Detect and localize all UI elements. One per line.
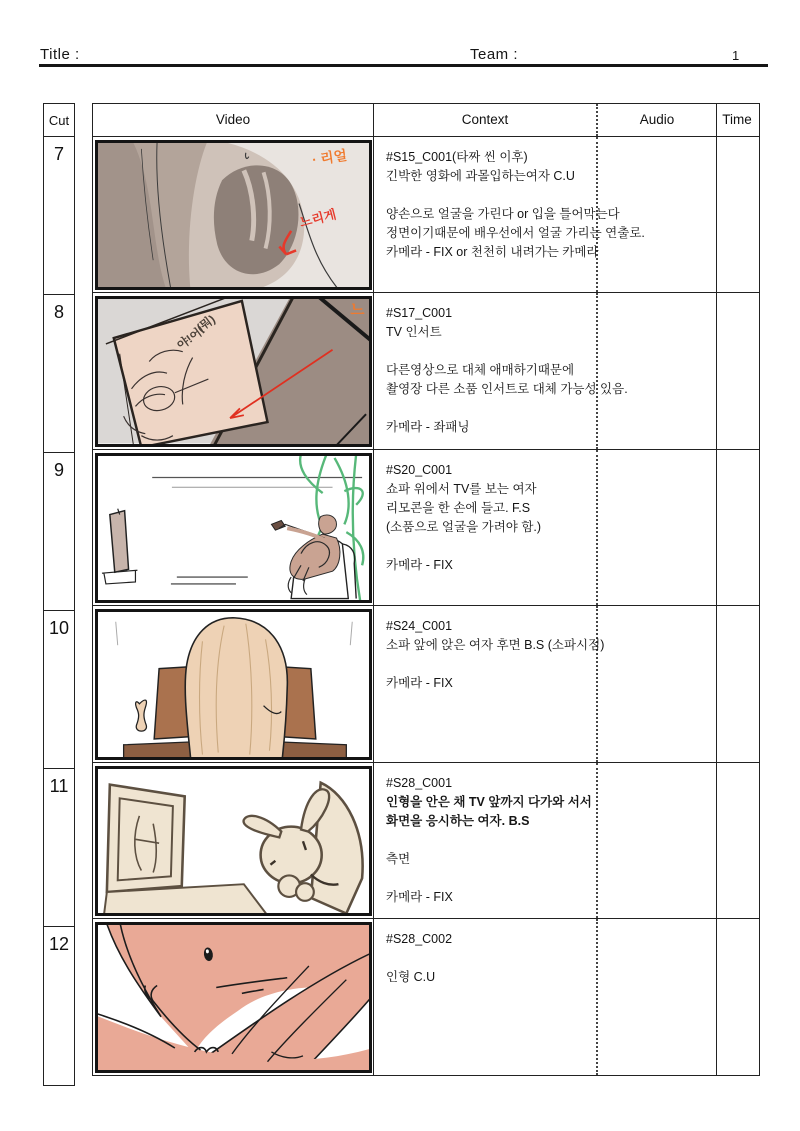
sketch-frame-cut10 [95,609,372,760]
cut-number: 12 [48,934,70,954]
context-line [386,869,588,888]
audio-cell [598,606,717,762]
audio-cell [598,763,717,919]
context-line: TV 인서트 [386,325,442,339]
video-cell [93,293,374,449]
cut-number: 7 [44,137,74,295]
sketch-frame-cut7 [95,140,372,291]
context-line: #S15_C001(타짜 씬 이후) [386,149,528,164]
storyboard-row [93,136,759,293]
audio-cell [598,450,717,606]
cut-number: 8 [44,295,74,453]
sketch-frame-cut8 [95,296,372,447]
video-cell [93,137,374,293]
context-line: 다른영상으로 대체 애매하기때문에 [386,363,575,377]
annotation-slow: 느리게 [298,205,338,230]
tv-scribble-1: (뭐) [194,312,218,335]
video-cell [93,450,374,606]
title-label: Title : [40,46,80,63]
context-column-header: Context [374,104,598,136]
context-line: #S24_C001 [386,619,453,633]
audio-column-header: Audio [598,104,717,136]
context-line: 화면을 응시하는 여자. B.S [386,813,530,828]
time-cell [717,606,757,762]
context-line [386,186,588,205]
storyboard-row [93,918,759,1075]
annotation-corner: 느 [350,302,365,319]
context-line: #S28_C001 [386,775,453,790]
video-cell [93,919,374,1075]
cut-number: 9 [44,453,74,611]
cut-column-header: Cut [44,104,74,137]
context-cell [374,293,628,449]
context-cell [374,450,598,606]
context-line: 카메라 - FIX [386,676,453,690]
sketch-frame-cut9 [95,453,372,604]
context-line: 촬영장 다른 소품 인서트로 대체 가능성 있음. [386,382,628,396]
audio-cell [598,293,717,449]
video-cell [93,606,374,762]
time-cell [717,763,757,919]
context-line: 소파 앞에 앉은 여자 후면 B.S (소파시점) [386,638,605,652]
cut-number: 11 [44,769,74,927]
context-line [386,949,588,968]
context-line: 인형 C.U [386,970,436,984]
context-line: 카메라 - FIX [386,889,453,904]
storyboard-row [93,762,759,919]
context-line: 카메라 - FIX or 천천히 내려가는 카메라 [386,244,599,259]
cut-number: 10 [44,611,74,769]
time-cell [717,450,757,606]
context-line: 쇼파 위에서 TV를 보는 여자 [386,481,537,496]
context-line: #S20_C001 [386,462,453,477]
context-line: 양손으로 얼굴을 가린다 or 입을 틀어막는다 [386,206,620,221]
header-divider [39,64,768,67]
context-line: 카메라 - FIX [386,557,453,572]
context-line: 정면이기때문에 배우선에서 얼굴 가리는 연출로. [386,225,645,240]
context-line [386,655,588,674]
context-line: #S28_C002 [386,932,453,946]
sketch-frame-cut11 [95,766,372,917]
time-cell [717,137,757,293]
sketch-frame-cut12 [95,922,372,1073]
context-cell [374,606,605,762]
video-column-header: Video [93,104,374,136]
storyboard-row [93,605,759,762]
context-cell [374,763,598,919]
context-line: (소품으로 얼굴을 가려야 함.) [386,519,542,534]
storyboard-row [93,292,759,449]
storyboard-row [93,449,759,606]
audio-cell [598,137,717,293]
video-cell [93,763,374,919]
context-line [386,399,588,418]
cut-column [43,103,75,1086]
context-line [386,342,588,361]
context-line: #S17_C001 [386,306,453,320]
context-line: 측면 [386,851,411,866]
context-cell [374,919,598,1075]
time-cell [717,293,757,449]
context-line: 인형을 안은 채 TV 앞까지 다가와 서서 [386,794,592,809]
context-line [386,831,588,850]
time-cell [717,919,757,1075]
context-line: 카메라 - 좌패닝 [386,420,470,434]
context-line: 긴박한 영화에 과몰입하는여자 C.U [386,168,575,183]
time-column-header: Time [722,112,752,128]
context-cell [374,137,645,293]
storyboard-table [92,103,760,1076]
context-line: 리모콘을 한 손에 들고. F.S [386,500,531,515]
tv-scribble-2: 야!어! [174,323,208,353]
page-number: 1 [732,48,740,63]
audio-cell [598,919,717,1075]
annotation-real: · 리얼 [311,147,348,167]
team-label: Team : [470,46,519,63]
table-header-row [93,104,759,136]
context-line [386,537,588,556]
